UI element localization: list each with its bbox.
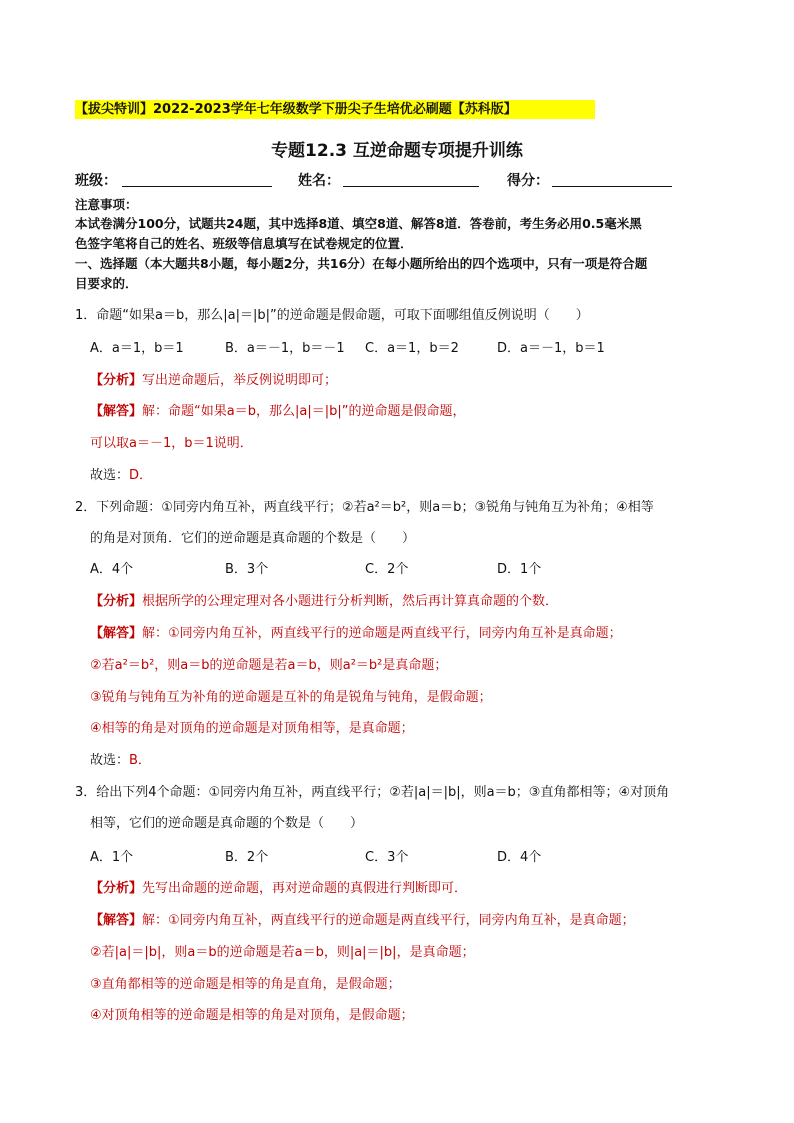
header-banner: 【拔尖特训】2022-2023学年七年级数学下册尖子生培优必刷题【苏科版】 (75, 100, 595, 119)
choice-prefix: 故选： (90, 753, 130, 768)
choice-prefix: 故选： (90, 468, 130, 483)
answer-line: 命题“如果a＝b，那么|a|＝|b|”的逆命题是假命题， (168, 404, 466, 419)
section-line-2: 目要求的． (75, 276, 138, 291)
class-label: 班级： (75, 173, 117, 189)
question-3-option-b[interactable]: B．2个 (225, 850, 269, 865)
analysis-tag: 【分析】 (90, 373, 143, 388)
question-3-stem-line-2: 相等，它们的逆命题是真命题的个数是（ ） (90, 816, 364, 831)
question-2-answer (90, 622, 622, 641)
question-1-option-b[interactable]: B．a＝－1，b＝－1 (225, 341, 345, 356)
question-3-answer (90, 909, 635, 928)
analysis-tag: 【分析】 (90, 881, 143, 896)
answer-prefix: 解： (142, 913, 169, 928)
question-1-option-a[interactable]: A．a＝1，b＝1 (90, 341, 184, 356)
question-3-option-a[interactable]: A．1个 (90, 850, 134, 865)
section-line-1 (75, 254, 647, 272)
page-title: 专题12.3 互逆命题专项提升训练 (271, 141, 523, 161)
question-1-stem: 1．命题“如果a＝b，那么|a|＝|b|”的逆命题是假命题，可取下面哪组值反例说明（ ） (75, 308, 589, 323)
question-3-answer-line-2: ②若|a|＝|b|，则a＝b的逆命题是若a＝b，则|a|＝|b|，是真命题； (90, 945, 475, 960)
notes-line-1: 本试卷满分100分，试题共24题，其中选择8道、填空8道、解答8道．答卷前，考生务必用0.5毫米黑 (75, 216, 642, 231)
answer-prefix: 解： (142, 626, 169, 641)
answer-prefix: 解： (142, 404, 169, 419)
question-2-answer-line-4: ④相等的角是对顶角的逆命题是对顶角相等，是真命题； (90, 721, 414, 736)
question-2-stem-line-2: 的角是对顶角．它们的逆命题是真命题的个数是（ ） (90, 531, 416, 546)
name-blank[interactable] (343, 172, 479, 187)
answer-tag: 【解答】 (90, 913, 143, 928)
question-1-option-d[interactable]: D．a＝－1，b＝1 (497, 341, 605, 356)
question-2-option-a[interactable]: A．4个 (90, 562, 134, 577)
section-heading: 一、选择题（本大题共8小题，每小题2分，共16分） (75, 256, 373, 271)
question-2-stem-line-1: 2．下列命题：①同旁内角互补，两直线平行；②若a²＝b²，则a＝b；③锐角与钝角互为补角；④相等 (75, 500, 654, 515)
analysis-text: 先写出命题的逆命题，再对逆命题的真假进行判断即可． (142, 881, 468, 896)
question-2-choice (90, 749, 151, 768)
question-1-option-c[interactable]: C．a＝1，b＝2 (365, 341, 459, 356)
question-1-choice (90, 464, 152, 483)
answer-tag: 【解答】 (90, 404, 143, 419)
class-blank[interactable] (122, 172, 272, 187)
answer-line: ①同旁内角互补，两直线平行的逆命题是两直线平行，同旁内角互补是真命题； (168, 626, 622, 641)
score-label: 得分： (507, 173, 549, 189)
question-3-answer-line-4: ④对顶角相等的逆命题是相等的角是对顶角，是假命题； (90, 1008, 414, 1023)
analysis-tag: 【分析】 (90, 594, 143, 609)
question-2-option-c[interactable]: C．2个 (365, 562, 409, 577)
choice-value: B． (129, 753, 151, 768)
question-3-stem-line-1: 3．给出下列4个命题：①同旁内角互补，两直线平行；②若|a|＝|b|，则a＝b；③直角都相等；④对顶角 (75, 785, 670, 800)
name-label: 姓名： (298, 173, 340, 189)
notes-line-2: 色签字笔将自己的姓名、班级等信息填写在试卷规定的位置． (75, 236, 413, 251)
question-1-answer-line-2: 可以取a＝－1，b＝1说明． (90, 436, 253, 451)
question-3-option-c[interactable]: C．3个 (365, 850, 409, 865)
score-blank[interactable] (552, 172, 672, 187)
choice-value: D． (129, 468, 153, 483)
question-2-option-d[interactable]: D．1个 (497, 562, 542, 577)
section-instruction: 在每小题所给出的四个选项中，只有一项是符合题 (372, 256, 648, 271)
analysis-text: 根据所学的公理定理对各小题进行分析判断，然后再计算真命题的个数． (142, 594, 559, 609)
question-1-answer (90, 400, 465, 419)
notes-heading: 注意事项： (75, 197, 138, 212)
question-3-answer-line-3: ③直角都相等的逆命题是相等的角是直角，是假命题； (90, 977, 401, 992)
answer-tag: 【解答】 (90, 626, 143, 641)
question-2-answer-line-2: ②若a²＝b²，则a＝b的逆命题是若a＝b，则a²＝b²是真命题； (90, 658, 448, 673)
question-1-analysis (90, 369, 337, 388)
question-2-answer-line-3: ③锐角与钝角互为补角的逆命题是互补的角是锐角与钝角，是假命题； (90, 690, 492, 705)
question-3-option-d[interactable]: D．4个 (497, 850, 542, 865)
question-2-analysis (90, 590, 558, 609)
answer-line: ①同旁内角互补，两直线平行的逆命题是两直线平行，同旁内角互补，是真命题； (168, 913, 635, 928)
analysis-text: 写出逆命题后，举反例说明即可； (142, 373, 338, 388)
question-3-analysis (90, 877, 467, 896)
question-2-option-b[interactable]: B．3个 (225, 562, 269, 577)
